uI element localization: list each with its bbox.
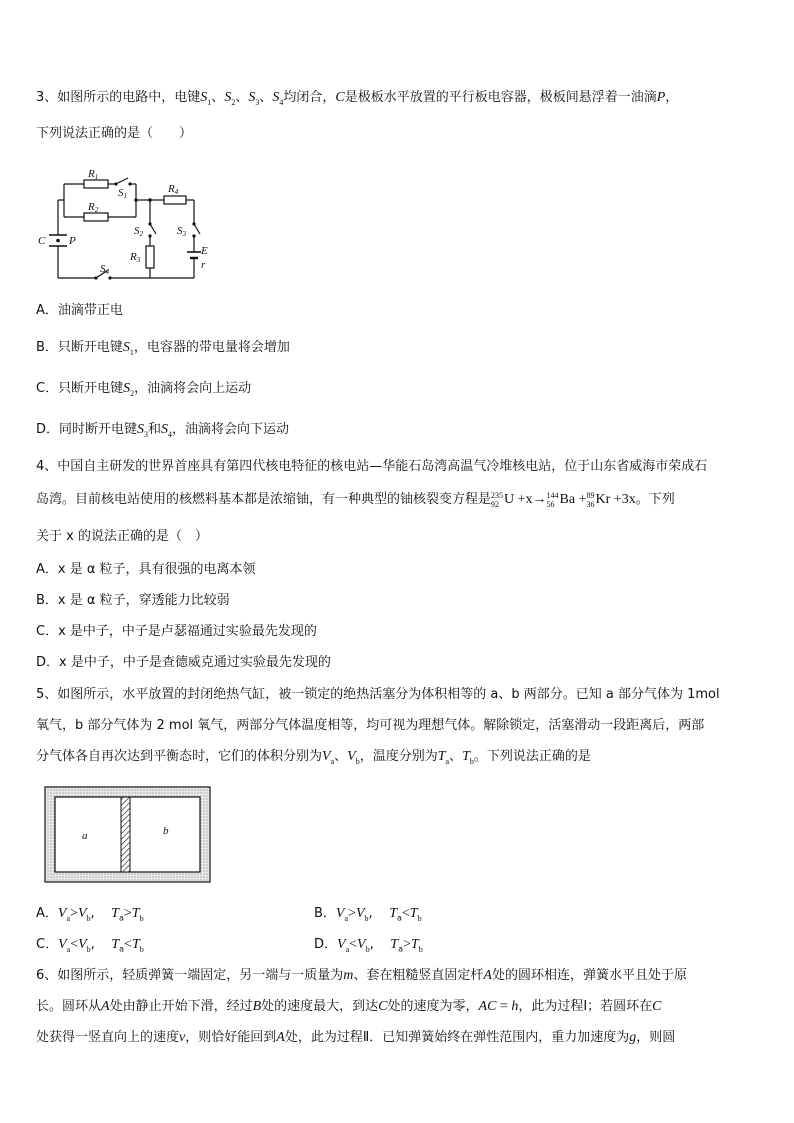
q4-option-c: C．x 是中子，中子是卢瑟福通过实验最先发现的 [36,624,317,639]
q5-option-a: A．$V_a>V_b$, $T_a>T_b$ [36,906,144,923]
svg-text:R2: R2 [88,201,99,214]
kr-isotope: 89 36 [586,490,595,509]
q4-option-b: B．x 是 α 粒子，穿透能力比较弱 [36,593,230,608]
q5-stem-line1: 5、如图所示，水平放置的封闭绝热气缸，被一锁定的绝热活塞分为体积相等的 a、b 两部分。已知 a 部分气体为 1mol [36,687,720,702]
q4-stem-line3: 关于 x 的说法正确的是（ ） [36,529,208,544]
q4-stem-line2: 岛湾。目前核电站使用的核燃料基本都是浓缩铀，有一种典型的铀核裂变方程是235 92 U +x→144 56 Ba +89 36Kr +3x。下列 [36,490,675,509]
q3-stem-line1: 3、如图所示的电路中，电键$S_1$、$S_2$、$S_3$、$S_4$均闭合，C是极板水平放置的平行板电容器，极板间悬浮着一油滴P， [36,90,679,107]
svg-text:P: P [69,235,76,247]
q3-circuit-diagram [36,162,211,284]
q6-stem-line2: 长。圆环从A处由静止开始下滑，经过B处的速度最大，到达C处的速度为零，AC = h，此为过程Ⅰ；若圆环在C [36,999,662,1014]
q5-option-c: C．$V_a<V_b$, $T_a<T_b$ [36,937,144,954]
q5-option-d: D．$V_a<V_b$, $T_a>T_b$ [314,937,423,954]
chamber-a-label: a [82,830,88,842]
u-isotope: 235 92 [491,490,504,509]
ba-isotope: 144 56 [546,490,559,509]
svg-text:R3: R3 [130,251,141,264]
q4-option-a: A．x 是 α 粒子，具有很强的电离本领 [36,562,256,577]
svg-text:E: E [201,245,208,257]
chamber-b-label: b [163,825,169,837]
q5-stem-line3: 分气体各自再次达到平衡态时，它们的体积分别为$V_a$、$V_b$，温度分别为$T_a$、$T_b$。下列说法正确的是 [36,749,591,766]
svg-text:S1: S1 [118,187,127,200]
svg-text:C: C [38,235,46,247]
q5-cylinder-diagram [44,786,212,884]
q3-option-a: A．油滴带正电 [36,303,123,318]
svg-text:S2: S2 [134,225,143,238]
svg-text:S3: S3 [177,225,186,238]
q3-stem-line2: 下列说法正确的是（ ） [36,126,193,141]
q4-option-d: D．x 是中子，中子是查德威克通过实验最先发现的 [36,655,331,670]
q6-stem-line1: 6、如图所示，轻质弹簧一端固定，另一端与一质量为m、套在粗糙竖直固定杆A处的圆环相连，弹簧水平且处于原 [36,968,687,983]
q3-option-b: B．只断开电键$S_1$，电容器的带电量将会增加 [36,340,290,357]
q5-stem-line2: 氧气，b 部分气体为 2 mol 氧气，两部分气体温度相等，均可视为理想气体。解除锁定，活塞滑动一段距离后，两部 [36,718,705,733]
q4-stem-line1: 4、中国自主研发的世界首座具有第四代核电特征的核电站—华能石岛湾高温气冷堆核电站，位于山东省威海市荣成石 [36,459,708,474]
svg-text:S4: S4 [100,263,109,276]
q6-stem-line3: 处获得一竖直向上的速度v，则恰好能回到A处，此为过程Ⅱ．已知弹簧始终在弹性范围内，重力加速度为g，则圆 [36,1030,676,1045]
q3-option-d: D．同时断开电键$S_3$和$S_4$，油滴将会向下运动 [36,422,290,439]
svg-text:R4: R4 [168,183,179,196]
q3-option-c: C．只断开电键$S_2$，油滴将会向上运动 [36,381,252,398]
svg-text:r: r [201,259,206,271]
svg-text:R1: R1 [88,168,99,181]
q5-option-b: B．$V_a>V_b$, $T_a<T_b$ [314,906,422,923]
